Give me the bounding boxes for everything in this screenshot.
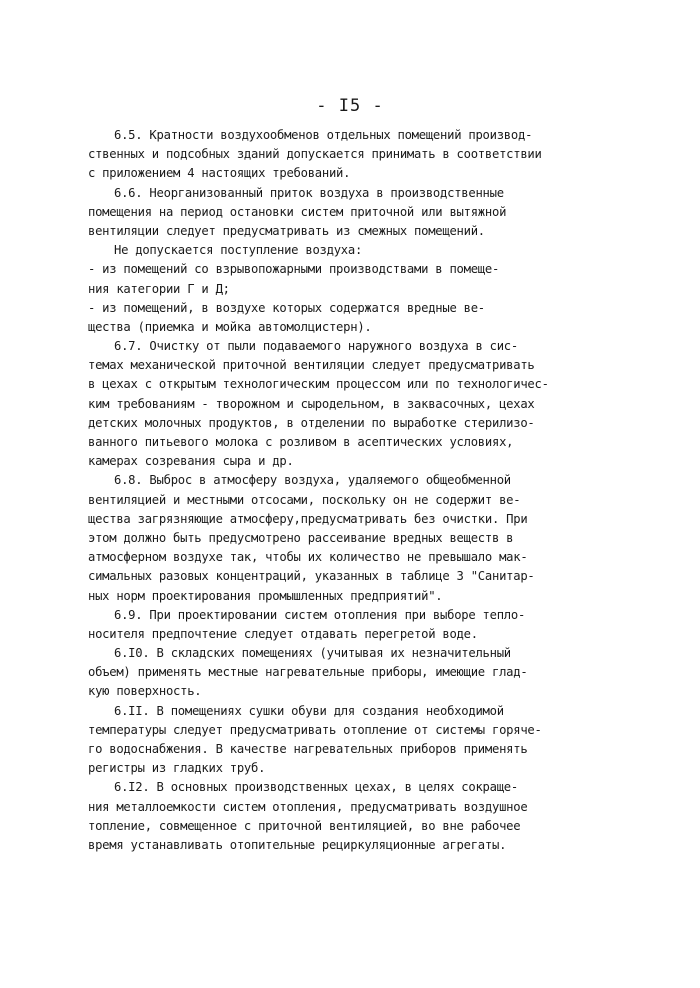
text-line: темах механической приточной вентиляции следует предусматривать [88, 358, 535, 373]
text-line: щества загрязняющие атмосферу,предусматривать без очистки. При [88, 511, 528, 526]
text-line: ственных и подсобных зданий допускается принимать в соответствии [88, 147, 542, 162]
text-line: в цехах с открытым технологическим процессом или по технологичес- [88, 377, 549, 392]
text-line: топление, совмещенное с приточной вентиляцией, во вне рабочее [88, 818, 521, 833]
text-line: помещения на период остановки систем приточной или вытяжной [88, 204, 507, 219]
text-line: - из помещений, в воздухе которых содержатся вредные ве- [88, 300, 485, 315]
text-line: 6.II. В помещениях сушки обуви для создания необходимой [114, 703, 504, 718]
text-line: вентиляции следует предусматривать из смежных помещений. [88, 223, 485, 238]
text-line: 6.I0. В складских помещениях (учитывая их незначительный [114, 646, 511, 661]
text-line: детских молочных продуктов, в отделении по выработке стерилизо- [88, 415, 535, 430]
page-number: - I5 - [316, 96, 384, 116]
text-line: ных норм проектирования промышленных предприятий". [88, 588, 443, 603]
text-line: атмосферном воздухе так, чтобы их количество не превышало мак- [88, 550, 528, 565]
text-line: носителя предпочтение следует отдавать перегретой воде. [88, 626, 478, 641]
text-line: 6.9. При проектировании систем отопления при выборе теплo- [114, 607, 526, 622]
text-line: вентиляцией и местными отсосами, поскольку он не содержит ве- [88, 492, 521, 507]
text-line: 6.5. Кратности воздухообменов отдельных помещений производ- [114, 128, 533, 142]
text-line: го водоснабжения. В качестве нагревательных приборов применять [88, 742, 528, 756]
text-line: ния категории Г и Д; [88, 281, 230, 296]
text-line: 6.8. Выброс в атмосферу воздуха, удаляемого общеобменной [114, 473, 511, 488]
text-line: - из помещений со взрывопожарными производствами в помеще- [88, 262, 500, 277]
text-line: ванного питьевого молока с розливом в асептических условиях, [88, 435, 514, 449]
text-line: симальных разовых концентраций, указанных в таблице 3 "Санитар- [88, 569, 535, 584]
text-line: щества (приемка и мойка автомолцистерн). [88, 319, 372, 334]
text-line: температуры следует предусматривать отопление от системы горяче- [88, 722, 542, 737]
text-line: кую поверхность. [88, 684, 202, 699]
text-line: с приложением 4 настоящих требований. [88, 166, 351, 181]
body-text [88, 126, 622, 855]
text-line: этом должно быть предусмотрено рассеивание вредных веществ в [88, 530, 514, 545]
text-line: 6.I2. В основных производственных цехах, в целях сокраще- [114, 780, 518, 795]
text-line: объем) применять местные нагревательные приборы, имеющие глад- [88, 665, 528, 680]
text-line: ким требованиям - творожном и сыродельном, в заквасочных, цехах [88, 396, 535, 411]
text-line: 6.7. Очистку от пыли подаваемого наружного воздуха в сис- [114, 339, 518, 354]
text-line: ния металлоемкости систем отопления, предусматривать воздушное [88, 799, 528, 814]
text-line: регистры из гладких труб. [88, 761, 266, 776]
text-line: 6.6. Неорганизованный приток воздуха в производственные [114, 185, 504, 200]
text-line: Не допускается поступление воздуха: [114, 243, 363, 258]
text-line: камерах созревания сыра и др. [88, 454, 294, 469]
text-line: время устанавливать отопительные рециркуляционные агрегаты. [88, 837, 507, 852]
